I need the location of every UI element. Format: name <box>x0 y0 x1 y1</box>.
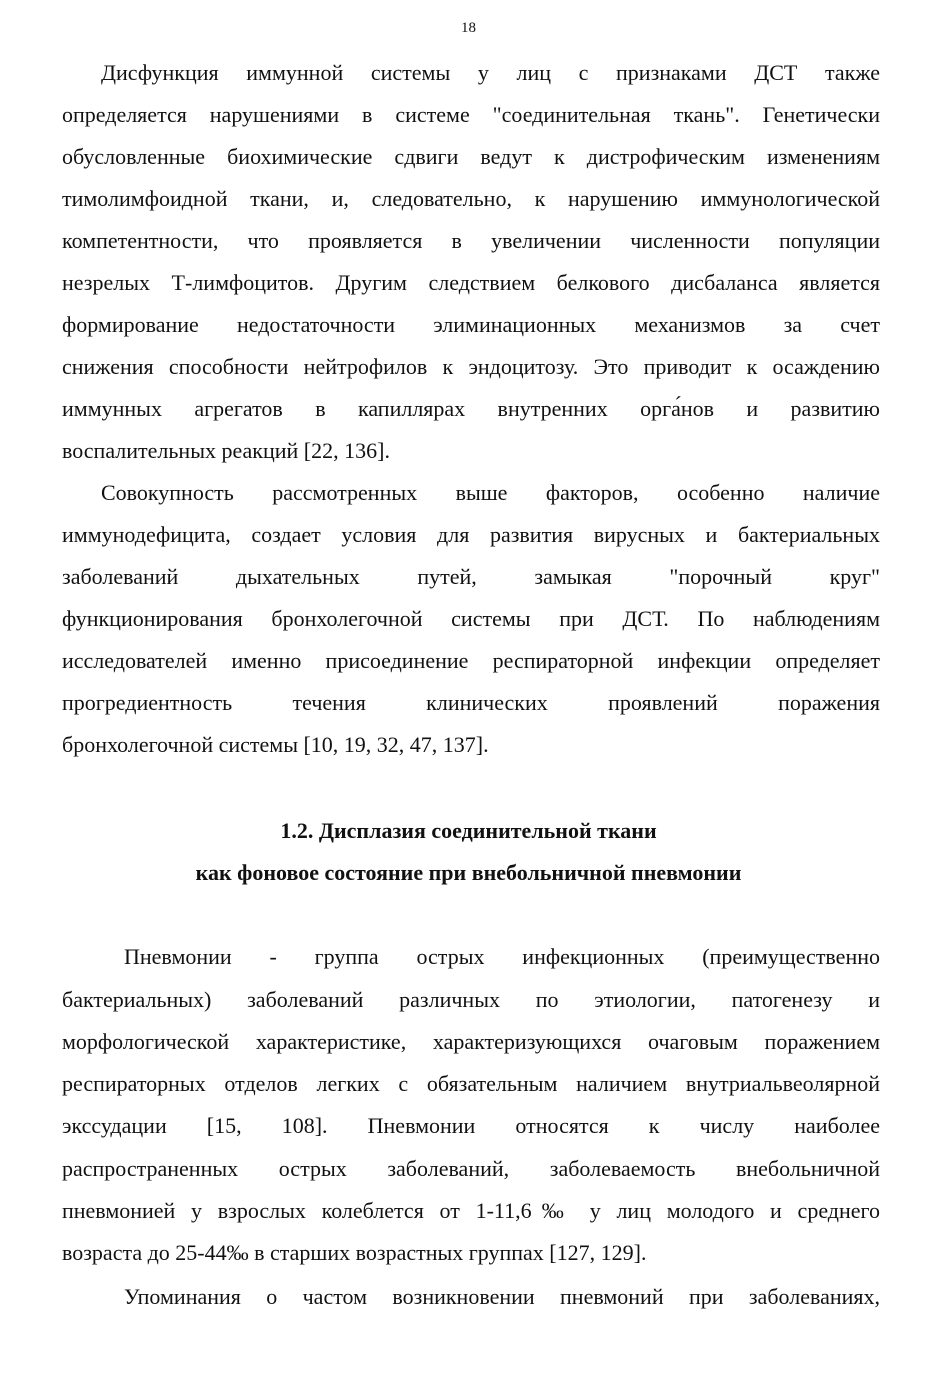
text-line: распространенных острых заболеваний, заболеваемость внебольничной <box>62 1156 880 1181</box>
text-line: определяется нарушениями в системе "соединительная ткань". Генетически <box>62 102 880 127</box>
text-line: воспалительных реакций [22, 136]. <box>62 438 390 463</box>
text-line: заболеваний дыхательных путей, замыкая "порочный круг" <box>62 564 880 589</box>
text-line: обусловленные биохимические сдвиги ведут к дистрофическим изменениям <box>62 144 880 169</box>
text-line: респираторных отделов легких с обязательным наличием внутриальвеолярной <box>62 1071 880 1096</box>
text-line: функционирования бронхолегочной системы при ДСТ. По наблюдениям <box>62 606 880 631</box>
text-line: бронхолегочной системы [10, 19, 32, 47, 137]. <box>62 732 489 757</box>
text-line: бактериальных) заболеваний различных по этиологии, патогенезу и <box>62 987 880 1012</box>
text-line: экссудации [15, 108]. Пневмонии относятся к числу наиболее <box>62 1113 880 1138</box>
text-line: Дисфункция иммунной системы у лиц с признаками ДСТ также <box>101 60 880 85</box>
text-line: иммунных агрегатов в капиллярах внутренних орга́нов и развитию <box>62 396 880 421</box>
text-line: пневмонией у взрослых колеблется от 1-11,6‰ у лиц молодого и среднего <box>62 1198 880 1223</box>
text-line: Совокупность рассмотренных выше факторов, особенно наличие <box>101 480 880 505</box>
text-line: прогредиентность течения клинических проявлений поражения <box>62 690 880 715</box>
text-line: исследователей именно присоединение респираторной инфекции определяет <box>62 648 880 673</box>
text-line: Упоминания о частом возникновении пневмоний при заболеваниях, <box>124 1284 880 1309</box>
text-line: тимолимфоидной ткани, и, следовательно, к нарушению иммунологической <box>62 186 880 211</box>
text-line: незрелых Т-лимфоцитов. Другим следствием белкового дисбаланса является <box>62 270 880 295</box>
text-line: морфологической характеристике, характеризующихся очаговым поражением <box>62 1029 880 1054</box>
text-line: компетентности, что проявляется в увеличении численности популяции <box>62 228 880 253</box>
section-heading-line: 1.2. Дисплазия соединительной ткани <box>280 818 657 843</box>
text-line: Пневмонии - группа острых инфекционных (преимущественно <box>124 944 880 969</box>
text-line: формирование недостаточности элиминационных механизмов за счет <box>62 312 880 337</box>
text-line: иммунодефицита, создает условия для развития вирусных и бактериальных <box>62 522 880 547</box>
section-heading-line: как фоновое состояние при внебольничной пневмонии <box>195 860 742 885</box>
text-line: возраста до 25-44‰ в старших возрастных группах [127, 129]. <box>62 1240 647 1265</box>
text-line: снижения способности нейтрофилов к эндоцитозу. Это приводит к осаждению <box>62 354 880 379</box>
page-number: 18 <box>461 20 476 36</box>
